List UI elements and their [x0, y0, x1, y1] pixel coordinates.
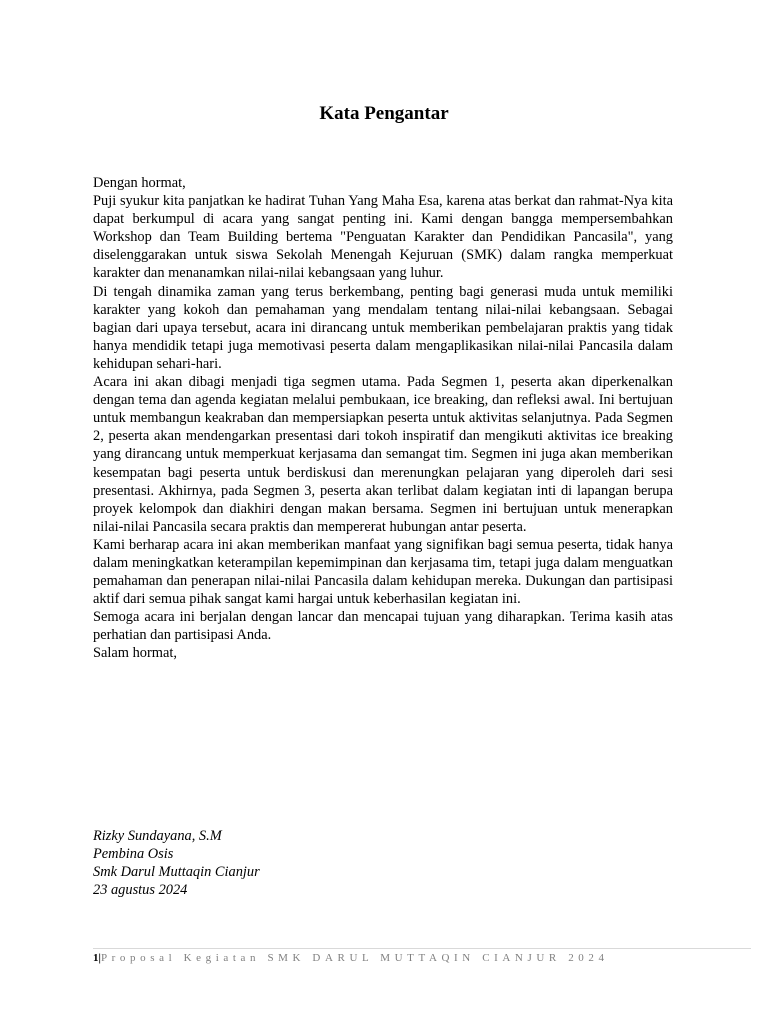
salutation: Dengan hormat, — [93, 175, 186, 191]
paragraph-context: Di tengah dinamika zaman yang terus berkembang, penting bagi generasi muda untuk memiliki karakter yang kokoh dan pemahaman yang mendalam tentang nilai-nilai kebangsaan. Sebagai bagian dari upaya tersebut, acara ini dirancang untuk memberikan pembelajaran praktis yang tidak hanya mendidik tetapi juga memotivasi peserta dalam mengaplikasikan nilai-nilai Pancasila dalam kehidupan sehari-hari. — [93, 283, 673, 372]
signature-block — [93, 827, 493, 899]
paragraph-segments: Acara ini akan dibagi menjadi tiga segmen utama. Pada Segmen 1, peserta akan diperkenalkan dengan tema dan agenda kegiatan melalui pembukaan, ice breaking, dan refleksi awal. Ini bertujuan untuk membangun keakraban dan mempersiapkan peserta untuk aktivitas selanjutnya. Pada Segmen 2, peserta akan mendengarkan presentasi dari tokoh inspiratif dan mengikuti aktivitas ice breaking yang dirancang untuk memperkuat kerjasama dan semangat tim. Segmen ini juga akan memberikan kesempatan bagi peserta untuk berdiskusi dan merenungkan pelajaran yang diperoleh dari sesi presentasi. Akhirnya, pada Segmen 3, peserta akan terlibat dalam kegiatan inti di lapangan berupa proyek kelompok dan diakhiri dengan makan bersama. Segmen ini bertujuan untuk menerapkan nilai-nilai Pancasila secara praktis dan mempererat hubungan antar peserta. — [93, 374, 673, 535]
page-number: 1 — [93, 952, 99, 964]
signature-date: 23 agustus 2024 — [93, 882, 188, 899]
footer-separator: | — [98, 952, 101, 964]
paragraph-opening: Puji syukur kita panjatkan ke hadirat Tuhan Yang Maha Esa, karena atas berkat dan rahmat-Nya kita dapat berkumpul di acara yang sangat penting ini. Kami dengan bangga mempersembahkan Workshop dan Team Building bertema "Penguatan Karakter dan Pendidikan Pancasila", yang diselenggarakan untuk siswa Sekolah Menengah Kejuruan (SMK) dalam rangka memperkuat karakter dan menanamkan nilai-nilai kebangsaan yang luhur. — [93, 193, 673, 282]
valediction: Salam hormat, — [93, 645, 177, 662]
letter-body — [93, 174, 673, 663]
signer-institution: Smk Darul Muttaqin Cianjur — [93, 864, 260, 881]
paragraph-hope: Kami berharap acara ini akan memberikan manfaat yang signifikan bagi semua peserta, tidak hanya dalam meningkatkan keterampilan kepemimpinan dan kerjasama tim, tetapi juga dalam menguatkan pemahaman dan penerapan nilai-nilai Pancasila dalam kehidupan mereka. Dukungan dan partisipasi aktif dari semua pihak sangat kami hargai untuk keberhasilan kegiatan ini. — [93, 536, 673, 608]
page-title: Kata Pengantar — [319, 103, 449, 124]
footer-label: Proposal Kegiatan SMK DARUL MUTTAQIN CIANJUR 2024 — [100, 952, 609, 964]
signer-role: Pembina Osis — [93, 846, 174, 863]
signer-name: Rizky Sundayana, S.M — [93, 828, 222, 844]
footer-divider — [93, 948, 751, 949]
page-footer — [93, 951, 753, 965]
paragraph-closing: Semoga acara ini berjalan dengan lancar dan mencapai tujuan yang diharapkan. Terima kasih atas perhatian dan partisipasi Anda. — [93, 609, 673, 644]
